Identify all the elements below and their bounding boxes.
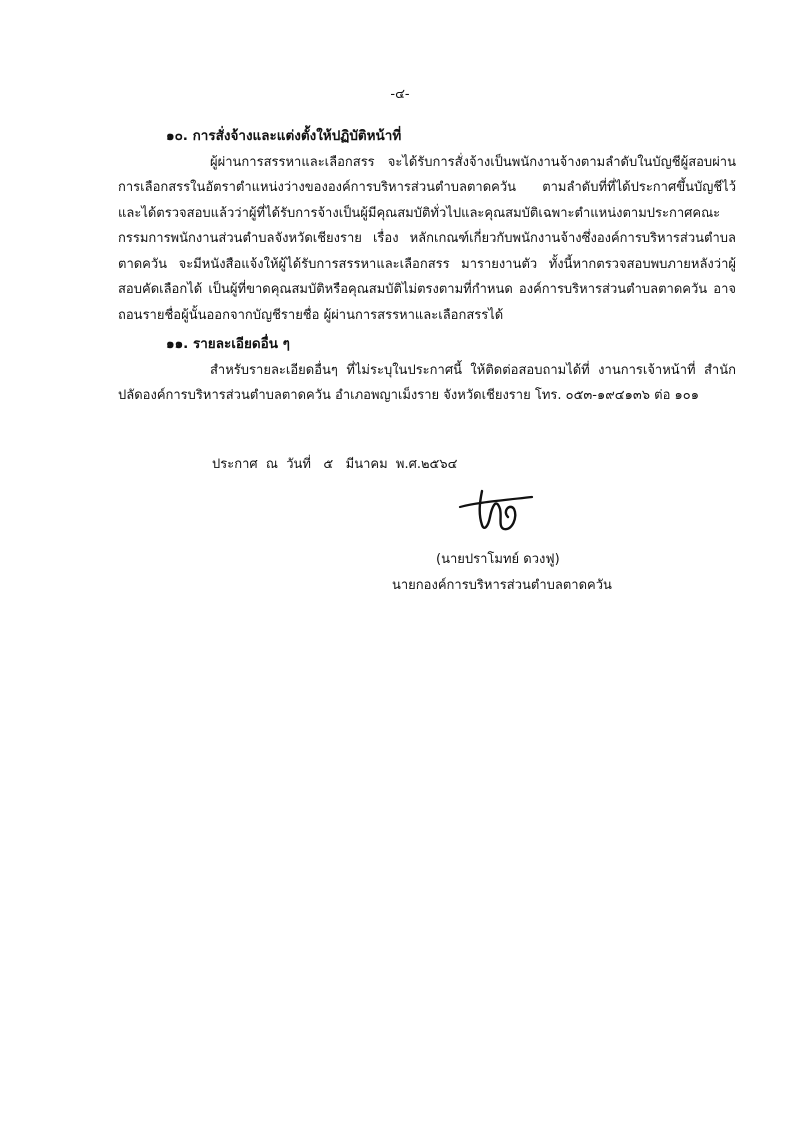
section-11-heading: ๑๑. รายละเอียดอื่น ๆ (166, 336, 290, 352)
signature-mark (452, 487, 542, 537)
signer-title: นายกองค์การบริหารส่วนตำบลตาดควัน (392, 578, 612, 593)
section-10-paragraph: ผู้ผ่านการสรรหาและเลือกสรร จะได้รับการสั่งจ้างเป็นพนักงานจ้างตามลำดับในบัญชีผู้สอบผ่านการเลือกสรรในอัตราตำแหน่งว่างขององค์การบริหารส่วนตำบลตาดควัน ตามลำดับที่ที่ได้ประกาศขึ้นบัญชีไว้ และได้ตรวจสอบแล้วว่าผู้ที่ได้รับการจ้างเป็นผู้มีคุณสมบัติทั่วไปและคุณสมบัติเฉพาะตำแหน่งตามประกาศคณะกรรมการพนักงานส่วนตำบลจังหวัดเชียงราย เรื่อง หลักเกณฑ์เกี่ยวกับพนักงานจ้างซึ่งองค์การบริหารส่วนตำบลตาดควัน จะมีหนังสือแจ้งให้ผู้ได้รับการสรรหาและเลือกสรร มารายงานตัว ทั้งนี้หากตรวจสอบพบภายหลังว่าผู้สอบคัดเลือกได้ เป็นผู้ที่ขาดคุณสมบัติหรือคุณสมบัติไม่ตรงตามที่กำหนด องค์การบริหารส่วนตำบลตาดควัน อาจถอนรายชื่อผู้นั้นออกจากบัญชีรายชื่อ ผู้ผ่านการสรรหาและเลือกสรรได้ (118, 154, 736, 323)
signer-name: (นายปราโมทย์ ดวงฟู) (436, 552, 560, 567)
section-11-paragraph: สำหรับรายละเอียดอื่นๆ ที่ไม่ระบุในประกาศนี้ ให้ติดต่อสอบถามได้ที่ งานการเจ้าหน้าที่ สำนักปลัดองค์การบริหารส่วนตำบลตาดควัน อำเภอพญาเม็งราย จังหวัดเชียงราย โทร. ๐๕๓-๑๙๔๑๓๖ ต่อ ๑๐๑ (118, 362, 736, 403)
page-number: -๔- (390, 87, 410, 102)
announcement-date: ประกาศ ณ วันที่ ๕ มีนาคม พ.ศ.๒๕๖๔ (212, 457, 458, 472)
section-10-heading: ๑๐. การสั่งจ้างและแต่งตั้งให้ปฏิบัติหน้าที่ (166, 128, 402, 144)
document-body (118, 124, 736, 409)
